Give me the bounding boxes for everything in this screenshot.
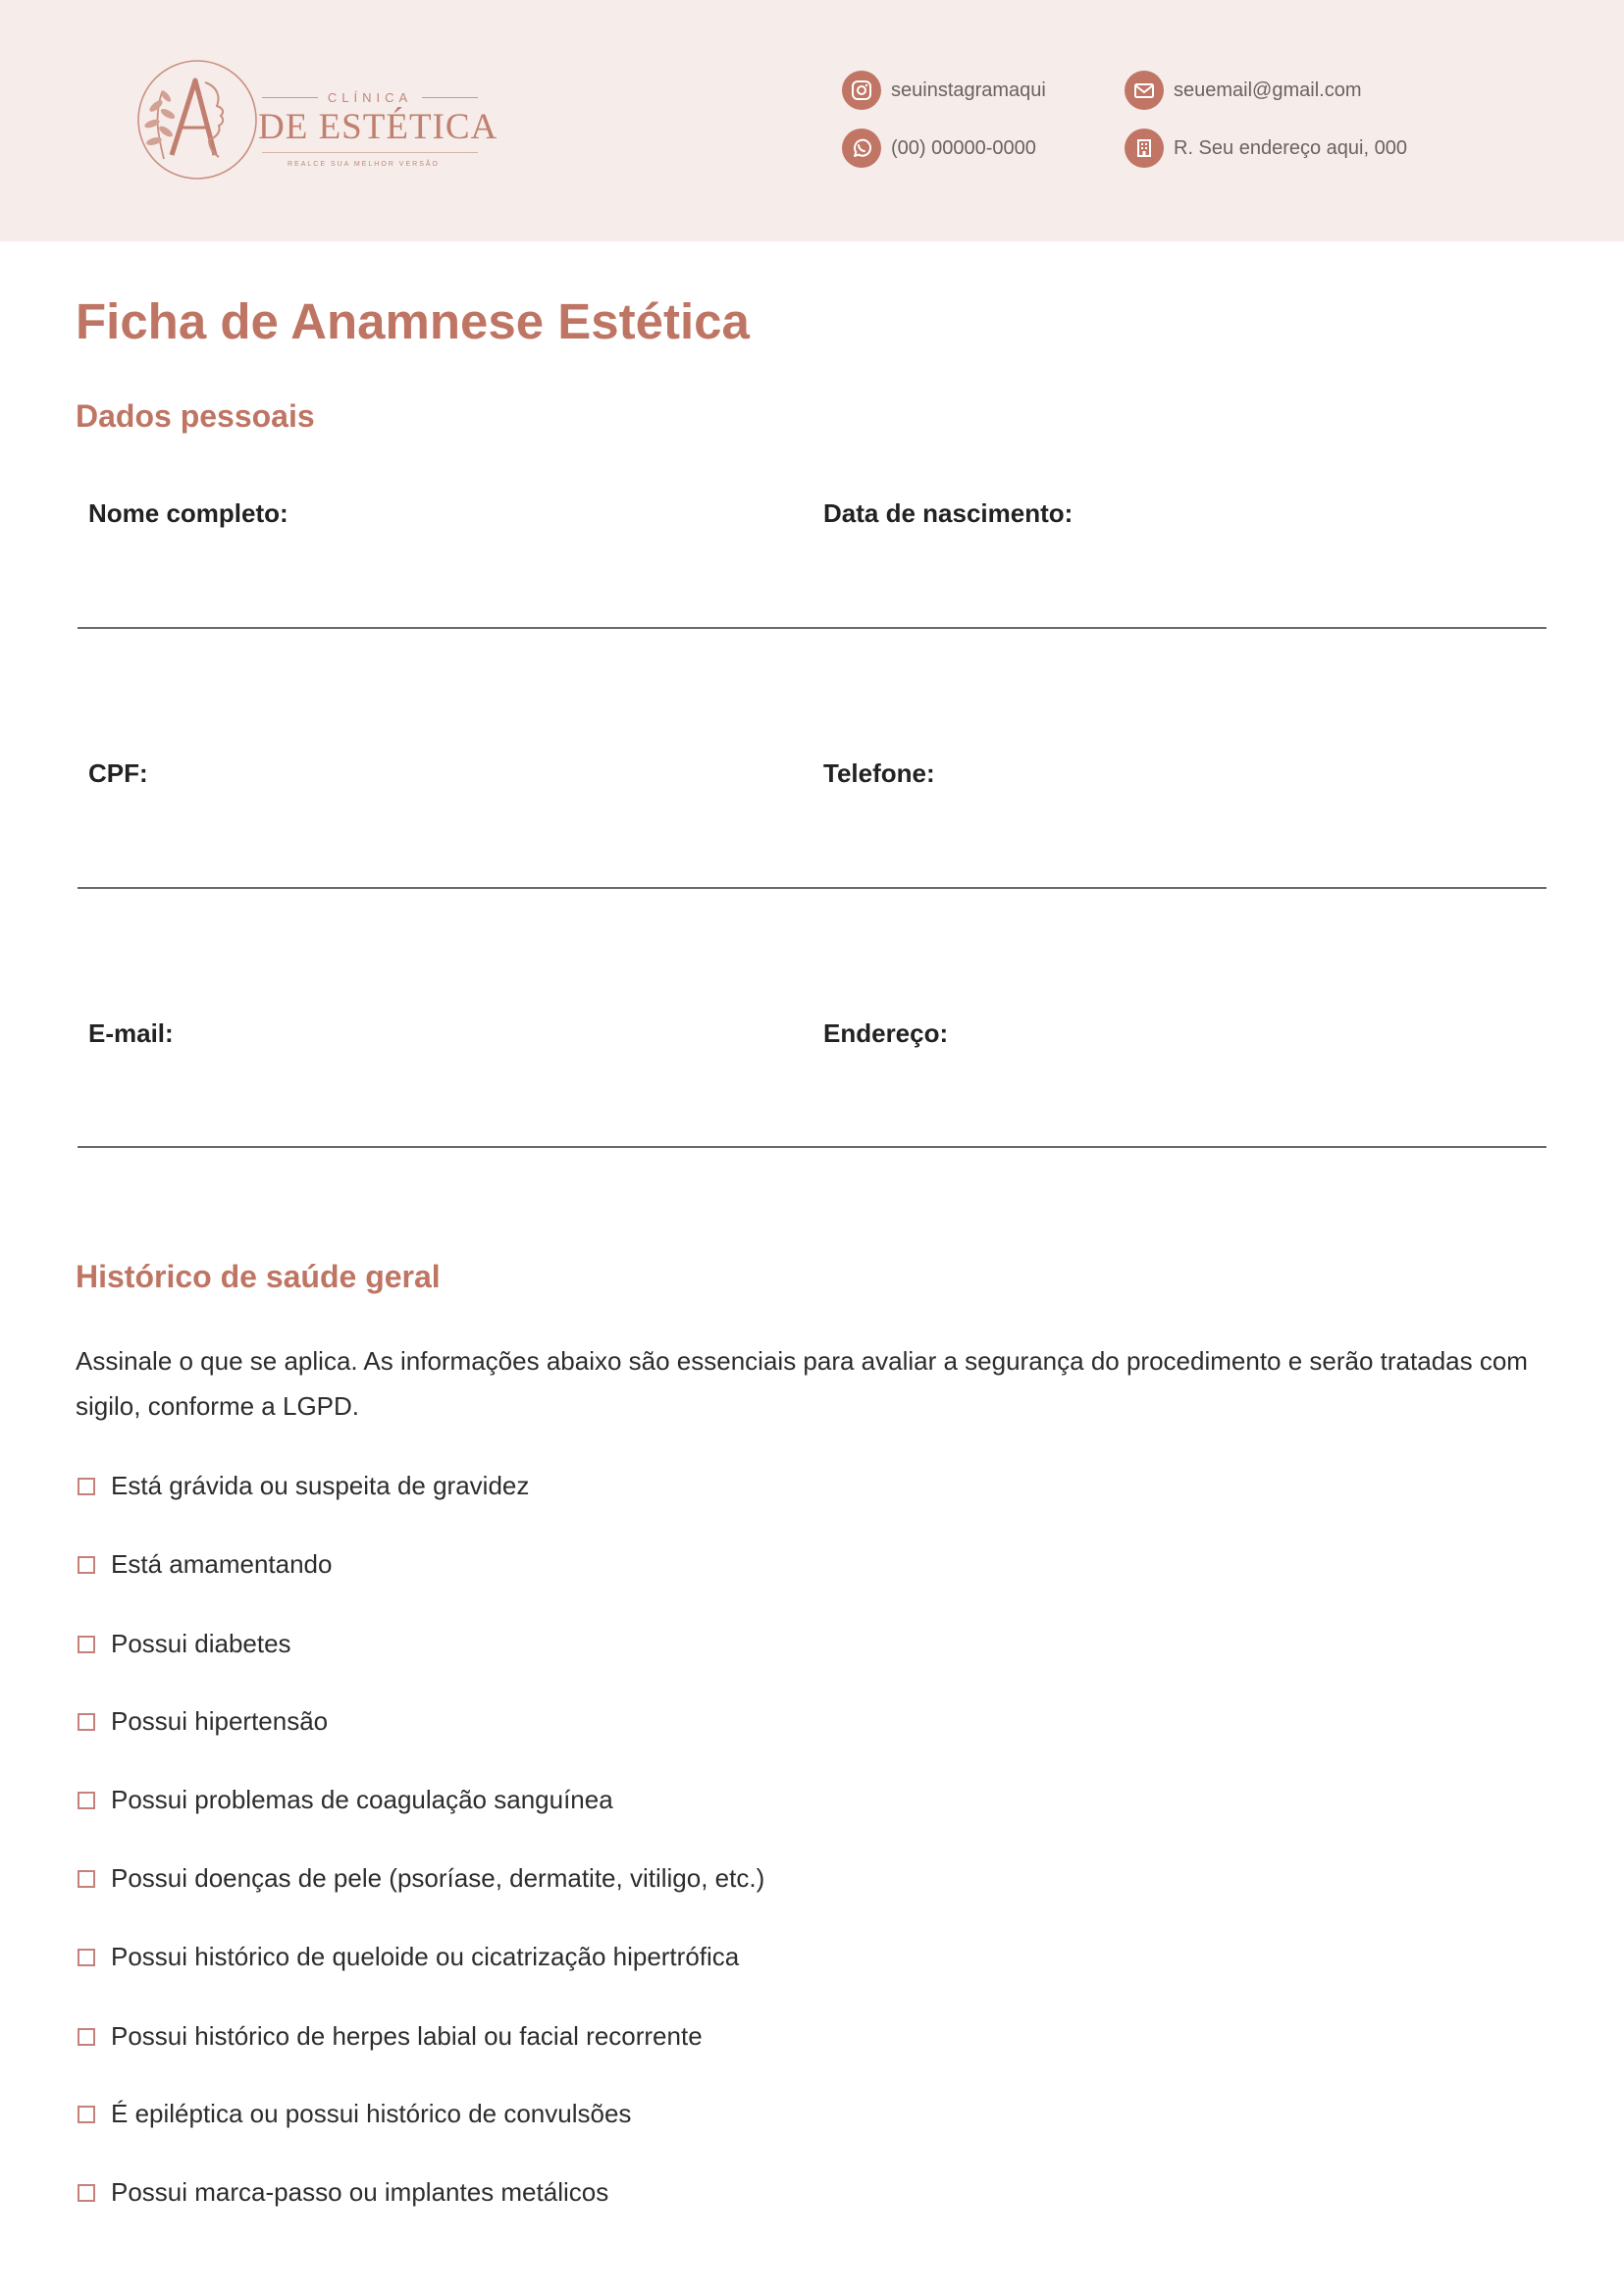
logo-top-line — [262, 90, 478, 105]
clinic-logo — [134, 57, 498, 184]
checklist-item-label: Possui diabetes — [111, 1629, 291, 1658]
checklist-item-label: Possui histórico de herpes labial ou facial recorrente — [111, 2021, 703, 2051]
checkbox[interactable] — [78, 2106, 95, 2123]
checklist-item[interactable] — [78, 1942, 739, 1972]
checklist-item[interactable] — [78, 2177, 608, 2208]
checklist-item-label: Está grávida ou suspeita de gravidez — [111, 1471, 530, 1500]
building-icon — [1125, 129, 1164, 168]
checklist-item[interactable] — [78, 1863, 764, 1894]
checklist-item-label: Possui hipertensão — [111, 1706, 329, 1736]
checklist-item[interactable] — [78, 1629, 291, 1659]
checklist-item-label: Possui marca-passo ou implantes metálicos — [111, 2177, 609, 2207]
logo-line1: CLÍNICA — [327, 90, 413, 105]
whatsapp-icon — [842, 129, 881, 168]
contact-phone — [842, 129, 1036, 168]
checkbox[interactable] — [78, 1949, 95, 1966]
field-label-address: Endereço: — [823, 1018, 949, 1048]
checklist-item-label: Possui problemas de coagulação sanguínea — [111, 1785, 613, 1814]
field-label-birth-date: Data de nascimento: — [823, 498, 1074, 528]
checklist-item[interactable] — [78, 1706, 328, 1737]
instagram-icon — [842, 71, 881, 110]
logo-divider — [262, 152, 478, 153]
instagram-text: seuinstagramaqui — [891, 78, 1046, 101]
address-text: R. Seu endereço aqui, 000 — [1174, 136, 1407, 159]
checklist-item[interactable] — [78, 1549, 332, 1580]
checklist-item[interactable] — [78, 2099, 631, 2129]
contact-instagram — [842, 71, 1046, 110]
checklist-item-label: Possui histórico de queloide ou cicatrização hipertrófica — [111, 1942, 740, 1971]
checkbox[interactable] — [78, 1870, 95, 1888]
logo-line2: DE ESTÉTICA — [258, 107, 498, 147]
field-line-row-2[interactable] — [78, 887, 1546, 889]
checkbox[interactable] — [78, 1556, 95, 1574]
checkbox[interactable] — [78, 2028, 95, 2046]
checkbox[interactable] — [78, 1478, 95, 1495]
field-label-cpf: CPF: — [88, 758, 148, 788]
personal-data-heading: Dados pessoais — [76, 398, 315, 434]
health-history-heading: Histórico de saúde geral — [76, 1259, 441, 1294]
contact-address — [1125, 129, 1407, 168]
mail-icon — [1125, 71, 1164, 110]
checklist-item-label: Possui doenças de pele (psoríase, dermatite, vitiligo, etc.) — [111, 1863, 765, 1893]
checklist-item[interactable] — [78, 1785, 613, 1815]
logo-tagline: REALCE SUA MELHOR VERSÃO — [288, 161, 440, 168]
health-intro-text: Assinale o que se aplica. As informações abaixo são essenciais para avaliar a segurança do procedimento e serão tratadas com sigilo, conforme a LGPD. — [76, 1346, 1528, 1421]
contact-email — [1125, 71, 1361, 110]
logo-monogram-icon — [134, 57, 260, 183]
page-title: Ficha de Anamnese Estética — [76, 293, 750, 349]
checklist-item[interactable] — [78, 1471, 529, 1501]
field-label-phone: Telefone: — [823, 758, 935, 788]
checklist-item-label: É epiléptica ou possui histórico de convulsões — [111, 2099, 632, 2128]
field-label-full-name: Nome completo: — [88, 498, 288, 528]
checkbox[interactable] — [78, 1636, 95, 1653]
checkbox[interactable] — [78, 1713, 95, 1731]
field-line-row-1[interactable] — [78, 627, 1546, 629]
checklist-item[interactable] — [78, 2021, 703, 2052]
checkbox[interactable] — [78, 1792, 95, 1809]
checkbox[interactable] — [78, 2184, 95, 2202]
field-label-email: E-mail: — [88, 1018, 174, 1048]
email-text: seuemail@gmail.com — [1174, 78, 1362, 101]
checklist-item-label: Está amamentando — [111, 1549, 333, 1579]
phone-text: (00) 00000-0000 — [891, 136, 1036, 159]
field-line-row-3[interactable] — [78, 1146, 1546, 1148]
header — [0, 0, 1624, 241]
